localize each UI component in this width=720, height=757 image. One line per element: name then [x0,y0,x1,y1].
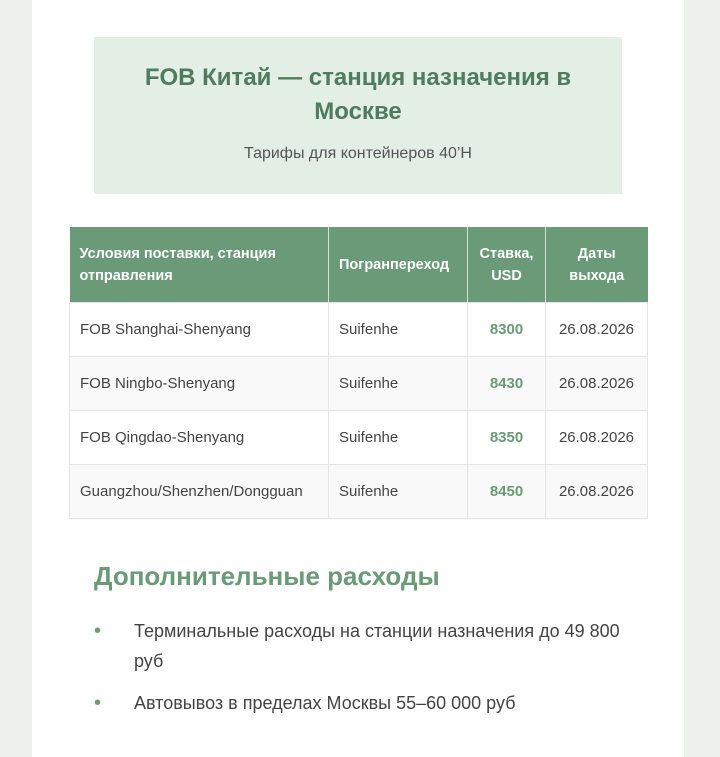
bullet-icon: • [94,620,102,642]
bullet-icon: • [94,692,102,714]
content-card [32,0,684,757]
hero-banner [94,37,622,194]
table-header-row [70,227,648,303]
table-row [70,465,648,519]
header-rate: Ставка, USD [468,227,546,303]
extra-costs-title: Дополнительные расходы [94,561,440,591]
cell-date: 26.08.2026 [546,303,648,357]
cell-border: Suifenhe [329,465,468,519]
cell-date: 26.08.2026 [546,465,648,519]
cell-date: 26.08.2026 [546,411,648,465]
hero-title: FOB Китай — станция назначения в Москве [144,64,572,125]
cell-route: FOB Shanghai-Shenyang [70,303,329,357]
cell-rate: 8450 [468,465,546,519]
cell-rate: 8300 [468,303,546,357]
cell-rate: 8430 [468,357,546,411]
cell-border: Suifenhe [329,303,468,357]
cell-route: FOB Qingdao-Shenyang [70,411,329,465]
header-border-crossing: Погранпереход [329,227,468,303]
table-row [70,357,648,411]
cell-route: Guangzhou/Shenzhen/Dongguan [70,465,329,519]
table-row [70,303,648,357]
list-item [94,616,624,676]
table-row [70,411,648,465]
cell-route: FOB Ningbo-Shenyang [70,357,329,411]
list-item-text: Автовывоз в пределах Москвы 55–60 000 руб [134,693,516,713]
list-item [94,688,624,718]
header-departure-dates: Даты выхода [546,227,648,303]
hero-subtitle: Тарифы для контейнеров 40’H [244,145,472,162]
header-conditions: Условия поставки, станция отправления [70,227,329,303]
list-item-text: Терминальные расходы на станции назначения до 49 800 руб [134,621,620,671]
cell-date: 26.08.2026 [546,357,648,411]
cell-border: Suifenhe [329,411,468,465]
cell-border: Suifenhe [329,357,468,411]
cell-rate: 8350 [468,411,546,465]
rates-table [69,227,648,519]
extra-costs-list [94,616,624,730]
